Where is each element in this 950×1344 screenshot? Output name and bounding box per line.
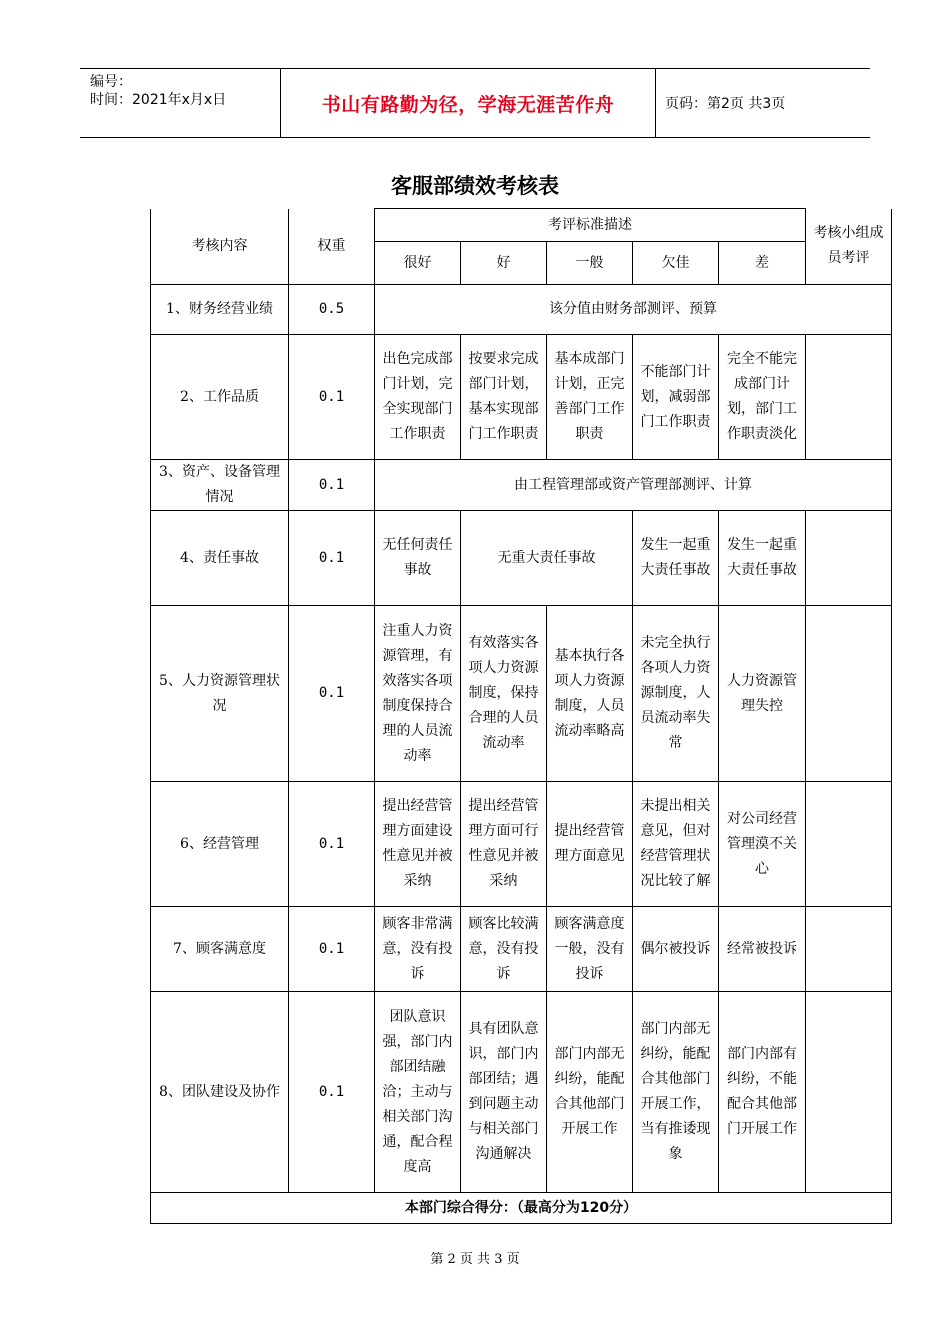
level-bad: 人力资源管理失控 bbox=[719, 606, 806, 782]
reviewer-cell bbox=[806, 907, 892, 992]
level-bad: 经常被投诉 bbox=[719, 907, 806, 992]
row-weight: 0.5 bbox=[289, 285, 375, 335]
page-footer: 第 2 页 共 3 页 bbox=[430, 1252, 520, 1267]
row-item: 5、人力资源管理状况 bbox=[151, 606, 289, 782]
level-very-good: 顾客非常满意，没有投诉 bbox=[375, 907, 461, 992]
level-poor: 未完全执行各项人力资源制度，人员流动率失常 bbox=[633, 606, 719, 782]
level-average: 提出经营管理方面意见 bbox=[547, 782, 633, 907]
level-poor: 发生一起重大责任事故 bbox=[633, 511, 719, 606]
header-level-poor: 欠佳 bbox=[633, 242, 719, 285]
level-good-average-merged: 无重大责任事故 bbox=[461, 511, 633, 606]
level-average: 基本执行各项人力资源制度，人员流动率略高 bbox=[547, 606, 633, 782]
header-item: 考核内容 bbox=[151, 209, 289, 285]
header-reviewer: 考核小组成员考评 bbox=[806, 209, 892, 285]
header-criteria: 考评标准描述 bbox=[375, 209, 806, 242]
header-level-bad: 差 bbox=[719, 242, 806, 285]
level-poor: 偶尔被投诉 bbox=[633, 907, 719, 992]
row-item: 8、团队建设及协作 bbox=[151, 992, 289, 1193]
slogan: 书山有路勤为径，学海无涯苦作舟 bbox=[280, 69, 656, 137]
row-weight: 0.1 bbox=[289, 335, 375, 460]
table-row bbox=[151, 285, 892, 335]
page-header bbox=[80, 68, 870, 138]
row-weight: 0.1 bbox=[289, 460, 375, 511]
level-poor: 部门内部无纠纷，能配合其他部门开展工作，当有推诿现象 bbox=[633, 992, 719, 1193]
table-row bbox=[151, 907, 892, 992]
level-bad: 完全不能完成部门计划，部门工作职责淡化 bbox=[719, 335, 806, 460]
table-row bbox=[151, 992, 892, 1193]
reviewer-cell bbox=[806, 511, 892, 606]
level-poor: 不能部门计划，减弱部门工作职责 bbox=[633, 335, 719, 460]
row-item: 6、经营管理 bbox=[151, 782, 289, 907]
page-title: 客服部绩效考核表 bbox=[391, 174, 559, 198]
row-item: 4、责任事故 bbox=[151, 511, 289, 606]
level-very-good: 团队意识强，部门内部团结融洽；主动与相关部门沟通，配合程度高 bbox=[375, 992, 461, 1193]
table-row bbox=[151, 782, 892, 907]
level-average: 顾客满意度一般，没有投诉 bbox=[547, 907, 633, 992]
level-average: 基本成部门计划，正完善部门工作职责 bbox=[547, 335, 633, 460]
row-weight: 0.1 bbox=[289, 992, 375, 1193]
level-bad: 部门内部有纠纷，不能配合其他部门开展工作 bbox=[719, 992, 806, 1193]
level-good: 按要求完成部门计划，基本实现部门工作职责 bbox=[461, 335, 547, 460]
header-level-good: 好 bbox=[461, 242, 547, 285]
header-level-very-good: 很好 bbox=[375, 242, 461, 285]
table-row bbox=[151, 335, 892, 460]
row-item: 1、财务经营业绩 bbox=[151, 285, 289, 335]
level-good: 有效落实各项人力资源制度，保持合理的人员流动率 bbox=[461, 606, 547, 782]
table-row bbox=[151, 511, 892, 606]
date-label: 时间：2021年x月x日 bbox=[90, 92, 227, 108]
header-meta bbox=[80, 69, 280, 137]
total-score-label: 本部门综合得分：（最高分为120分） bbox=[151, 1193, 892, 1224]
level-bad: 发生一起重大责任事故 bbox=[719, 511, 806, 606]
table-row bbox=[151, 460, 892, 511]
row-weight: 0.1 bbox=[289, 907, 375, 992]
level-poor: 未提出相关意见，但对经营管理状况比较了解 bbox=[633, 782, 719, 907]
level-good: 提出经营管理方面可行性意见并被采纳 bbox=[461, 782, 547, 907]
header-level-average: 一般 bbox=[547, 242, 633, 285]
level-bad: 对公司经营管理漠不关心 bbox=[719, 782, 806, 907]
row-item: 7、顾客满意度 bbox=[151, 907, 289, 992]
level-average: 部门内部无纠纷，能配合其他部门开展工作 bbox=[547, 992, 633, 1193]
reviewer-cell bbox=[806, 606, 892, 782]
reviewer-cell bbox=[806, 782, 892, 907]
number-label: 编号： bbox=[90, 74, 132, 90]
row-merged-criteria: 由工程管理部或资产管理部测评、计算 bbox=[375, 460, 892, 511]
row-weight: 0.1 bbox=[289, 782, 375, 907]
table-row bbox=[151, 606, 892, 782]
level-good: 顾客比较满意，没有投诉 bbox=[461, 907, 547, 992]
header-weight: 权重 bbox=[289, 209, 375, 285]
level-very-good: 注重人力资源管理，有效落实各项制度保持合理的人员流动率 bbox=[375, 606, 461, 782]
level-very-good: 无任何责任事故 bbox=[375, 511, 461, 606]
page-info: 页码：第2页 共3页 bbox=[665, 96, 786, 112]
row-merged-criteria: 该分值由财务部测评、预算 bbox=[375, 285, 892, 335]
reviewer-cell bbox=[806, 992, 892, 1193]
level-very-good: 提出经营管理方面建设性意见并被采纳 bbox=[375, 782, 461, 907]
level-very-good: 出色完成部门计划，完全实现部门工作职责 bbox=[375, 335, 461, 460]
row-item: 3、资产、设备管理情况 bbox=[151, 460, 289, 511]
reviewer-cell bbox=[806, 335, 892, 460]
evaluation-table bbox=[150, 208, 892, 1224]
level-good: 具有团队意识，部门内部团结；遇到问题主动与相关部门沟通解决 bbox=[461, 992, 547, 1193]
row-weight: 0.1 bbox=[289, 511, 375, 606]
total-row bbox=[151, 1193, 892, 1224]
row-item: 2、工作品质 bbox=[151, 335, 289, 460]
row-weight: 0.1 bbox=[289, 606, 375, 782]
